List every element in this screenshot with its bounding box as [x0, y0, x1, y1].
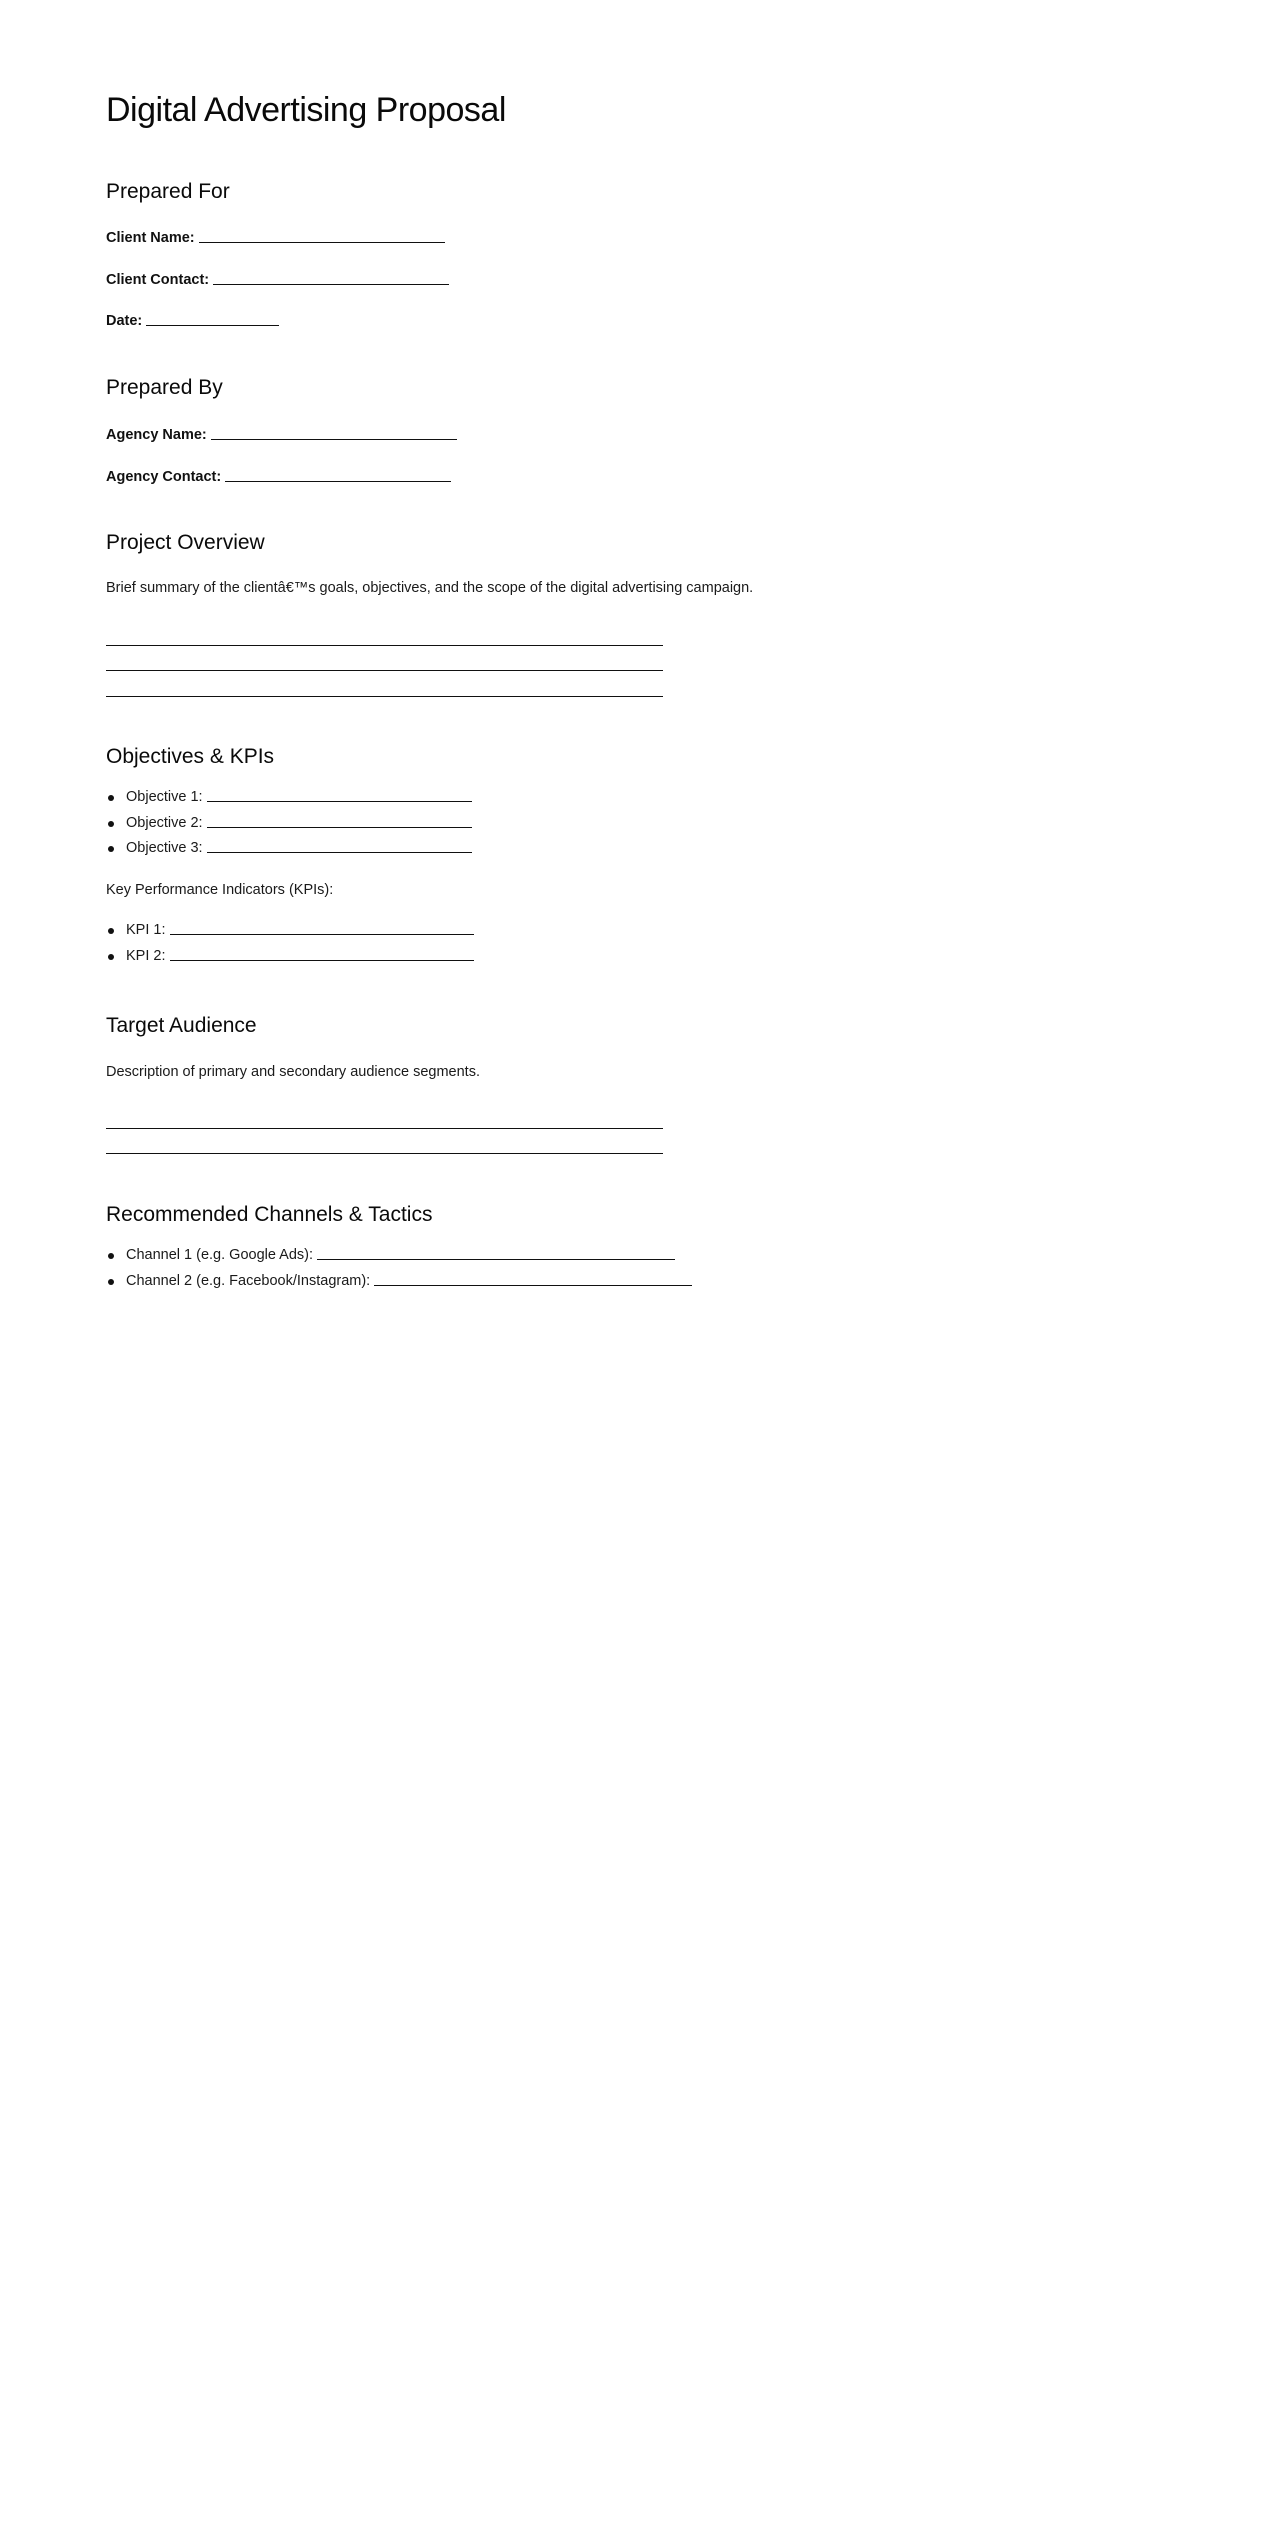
kpi-label: KPI 1: [126, 922, 166, 938]
client-contact-blank[interactable] [213, 270, 449, 285]
date-label: Date: [106, 313, 143, 329]
overview-blank-line-2[interactable] [106, 670, 663, 671]
agency-name-label: Agency Name: [106, 427, 207, 443]
objective-label: Objective 3: [126, 840, 203, 856]
objective-item-3 [106, 836, 472, 862]
agency-contact-blank[interactable] [225, 467, 451, 482]
agency-contact-label: Agency Contact: [106, 469, 222, 485]
objective-item-2 [106, 811, 472, 837]
section-heading-channels: Recommended Channels & Tactics [106, 1203, 433, 1226]
objective-item-1 [106, 785, 472, 811]
kpi-label: KPI 2: [126, 947, 166, 964]
kpi-blank[interactable] [170, 946, 474, 961]
section-heading-project-overview: Project Overview [106, 531, 265, 554]
kpi-item-2 [106, 944, 474, 970]
kpi-blank[interactable] [170, 920, 474, 935]
audience-blank-line-1[interactable] [106, 1128, 663, 1129]
objective-label: Objective 2: [126, 814, 203, 831]
client-name-field [106, 227, 445, 248]
channel-label: Channel 2 (e.g. Facebook/Instagram): [126, 1272, 371, 1289]
agency-name-blank[interactable] [211, 425, 457, 440]
channel-item-1 [106, 1243, 692, 1269]
bullet-icon [108, 928, 114, 934]
agency-contact-field [106, 466, 451, 487]
date-field [106, 310, 279, 331]
section-heading-prepared-for: Prepared For [106, 180, 230, 203]
objective-blank[interactable] [207, 838, 472, 853]
kpi-item-1 [106, 918, 474, 944]
objectives-list [106, 785, 472, 862]
bullet-icon [108, 846, 114, 852]
agency-name-field [106, 424, 457, 445]
client-name-label: Client Name: [106, 230, 195, 246]
overview-blank-line-1[interactable] [106, 645, 663, 646]
document-title: Digital Advertising Proposal [106, 91, 506, 129]
bullet-icon [108, 1253, 114, 1259]
channel-blank[interactable] [374, 1271, 692, 1286]
section-heading-target-audience: Target Audience [106, 1014, 257, 1037]
kpi-list [106, 918, 474, 969]
kpi-intro-text: Key Performance Indicators (KPIs): [106, 882, 334, 898]
bullet-icon [108, 821, 114, 827]
overview-blank-line-3[interactable] [106, 696, 663, 697]
bullet-icon [108, 795, 114, 801]
section-heading-prepared-by: Prepared By [106, 376, 223, 399]
objective-blank[interactable] [207, 787, 472, 802]
target-audience-description: Description of primary and secondary audience segments. [106, 1064, 480, 1080]
client-contact-label: Client Contact: [106, 272, 210, 288]
audience-blank-line-2[interactable] [106, 1153, 663, 1154]
date-blank[interactable] [146, 311, 279, 326]
project-overview-description: Brief summary of the clientâ€™s goals, objectives, and the scope of the digital advertising campaign. [106, 580, 754, 596]
client-name-blank[interactable] [199, 228, 445, 243]
objective-blank[interactable] [207, 813, 472, 828]
channel-blank[interactable] [317, 1245, 675, 1260]
client-contact-field [106, 269, 449, 290]
channels-list [106, 1243, 692, 1294]
channel-item-2 [106, 1269, 692, 1295]
section-heading-objectives-kpis: Objectives & KPIs [106, 745, 275, 768]
bullet-icon [108, 954, 114, 960]
objective-label: Objective 1: [126, 789, 203, 805]
channel-label: Channel 1 (e.g. Google Ads): [126, 1247, 314, 1263]
bullet-icon [108, 1279, 114, 1285]
